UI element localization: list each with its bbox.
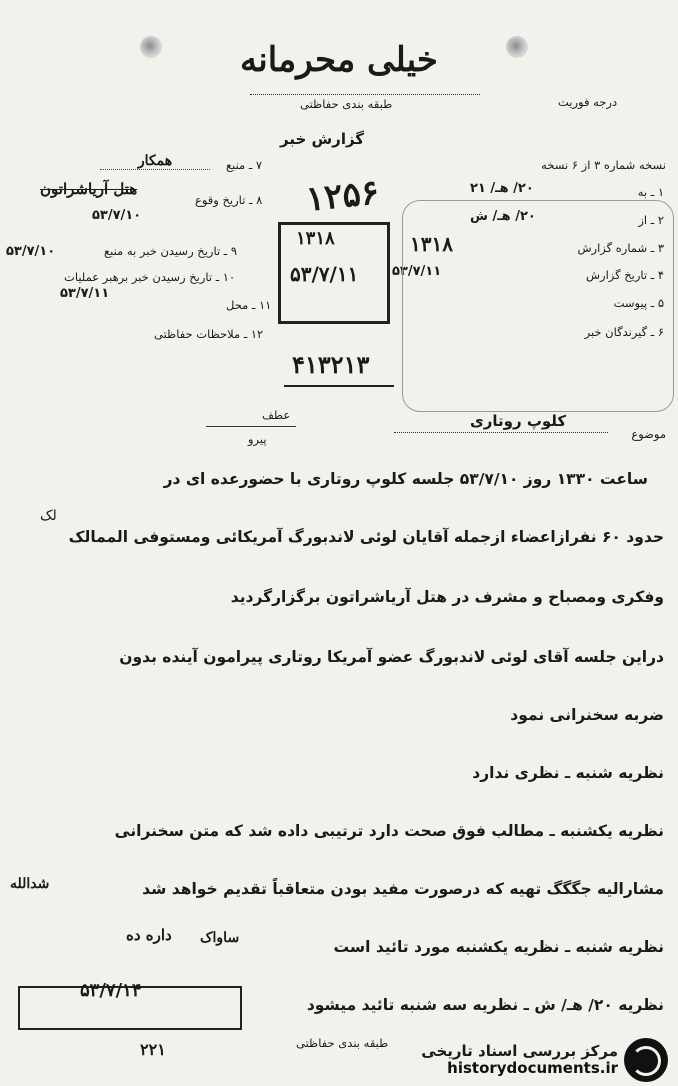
place-label: ۱۱ ـ محل	[226, 298, 272, 312]
body-line-9-note-2: داره ده	[126, 926, 172, 944]
body-line-7: نظریه یکشنبه ـ مطالب فوق صحت دارد ترتیبی داده شد که متن سخنرانی	[114, 822, 664, 840]
remarks-label: ۱۲ ـ ملاحظات حفاظتی	[154, 327, 264, 341]
source-label: ۷ ـ منبع	[226, 158, 263, 172]
classification-heading: خیلی محرمانه	[240, 40, 438, 80]
classification-subtitle: طبقه بندی حفاظتی	[300, 97, 393, 111]
body-line-5: ضربه سخنرانی نمود	[510, 706, 664, 724]
source-receipt-value: ۵۳/۷/۱۰	[6, 244, 56, 259]
punch-hole-left	[140, 36, 162, 58]
occurrence-date-label: ۸ ـ تاریخ وقوع	[195, 193, 263, 207]
body-line-4: دراین جلسه آقای لوئی لاندبورگ عضو آمریکا روتاری پیرامون آینده بدون	[119, 648, 664, 666]
occurrence-date-value: ۵۳/۷/۱۰	[92, 208, 142, 223]
watermark	[421, 1038, 668, 1082]
footer-page-note: ۲۲۱	[140, 1040, 166, 1059]
from-value: ۲۰/ هـ/ ش	[470, 209, 536, 224]
stamp-number: ۱۳۱۸	[296, 228, 335, 249]
footer-classification: طبقه بندی حفاظتی	[296, 1036, 389, 1050]
body-line-9: نظریه شنبه ـ نظریه یکشنبه مورد تائید است	[333, 938, 664, 956]
archive-logo-icon	[624, 1038, 668, 1082]
subject-label: موضوع	[631, 427, 666, 441]
body-line-1: ساعت ۱۳۳۰ روز ۵۳/۷/۱۰ جلسه کلوپ روتاری با حضورعده ای در	[163, 470, 648, 488]
body-line-10: نظریه ۲۰/ هـ/ ش ـ نظریه سه شنبه تائید میشود	[306, 996, 664, 1014]
watermark-url: historydocuments.ir	[447, 1059, 618, 1077]
subject-value: کلوپ روتاری	[470, 412, 567, 430]
to-value: ۲۰/ هـ/ ۲۱	[470, 181, 534, 196]
receipt-stamp-number: ۵۳/۷/۱۴	[80, 980, 142, 1001]
body-line-2-note: لک	[40, 508, 57, 524]
report-number-label: ۳ ـ شماره گزارش	[577, 241, 664, 255]
source-receipt-label: ۹ ـ تاریخ رسیدن خبر به منبع	[104, 244, 238, 258]
handwritten-reference: ۱۲۵۶	[304, 172, 381, 220]
to-label: ۱ ـ به	[637, 185, 664, 199]
body-line-8-note: شدالله	[10, 876, 50, 892]
from-label: ۲ ـ از	[638, 213, 664, 227]
report-number-value: ۱۳۱۸	[410, 232, 453, 256]
reference-label: عطف	[262, 408, 291, 422]
stamp-outline	[402, 200, 674, 412]
urgency-label: درجه فوریت	[558, 95, 618, 109]
report-date-value: ۵۳/۷/۱۱	[392, 264, 442, 279]
body-line-8: مشارالیه جگگگ تهیه که درصورت مفید بودن متعاقباً تقدیم خواهد شد	[142, 880, 664, 898]
body-line-2: حدود ۶۰ نفرازاعضاء ازجمله آقایان لوئی لاندبورگ آمریکائی ومستوفی الممالک	[68, 528, 664, 546]
ops-receipt-value: ۵۳/۷/۱۱	[60, 286, 110, 301]
watermark-text	[421, 1043, 618, 1078]
watermark-title: مرکز بررسی اسناد تاریخی	[421, 1041, 618, 1060]
attachment-label: ۵ ـ پیوست	[613, 296, 664, 310]
body-line-3: وفکری ومصباح و مشرف در هتل آریاشراتون برگزارگردید	[230, 588, 664, 606]
body-line-9-note-1: ساواک	[200, 930, 240, 946]
copy-number-line: نسخه شماره ۳ از ۶ نسخه	[541, 158, 666, 172]
ops-receipt-label: ۱۰ ـ تاریخ رسیدن خبر برهبر عملیات	[64, 270, 236, 284]
classification-underline	[250, 94, 480, 95]
file-number: ۴۱۳۲۱۳	[292, 350, 370, 379]
hotel-value: هتل آریاشراتون	[40, 180, 138, 198]
report-date-label: ۴ ـ تاریخ گزارش	[585, 268, 664, 282]
subject-underline	[394, 432, 608, 433]
file-number-underline	[284, 385, 394, 387]
form-title: گزارش خبر	[280, 130, 365, 148]
stamp-date: ۵۳/۷/۱۱	[290, 262, 359, 286]
follow-up-label: پیرو	[248, 432, 267, 446]
reference-underline	[206, 426, 296, 427]
punch-hole-right	[506, 36, 528, 58]
body-line-6: نظریه شنبه ـ نظری ندارد	[472, 764, 664, 782]
source-value: همکار	[100, 153, 210, 170]
recipients-label: ۶ ـ گیرندگان خبر	[584, 325, 664, 339]
